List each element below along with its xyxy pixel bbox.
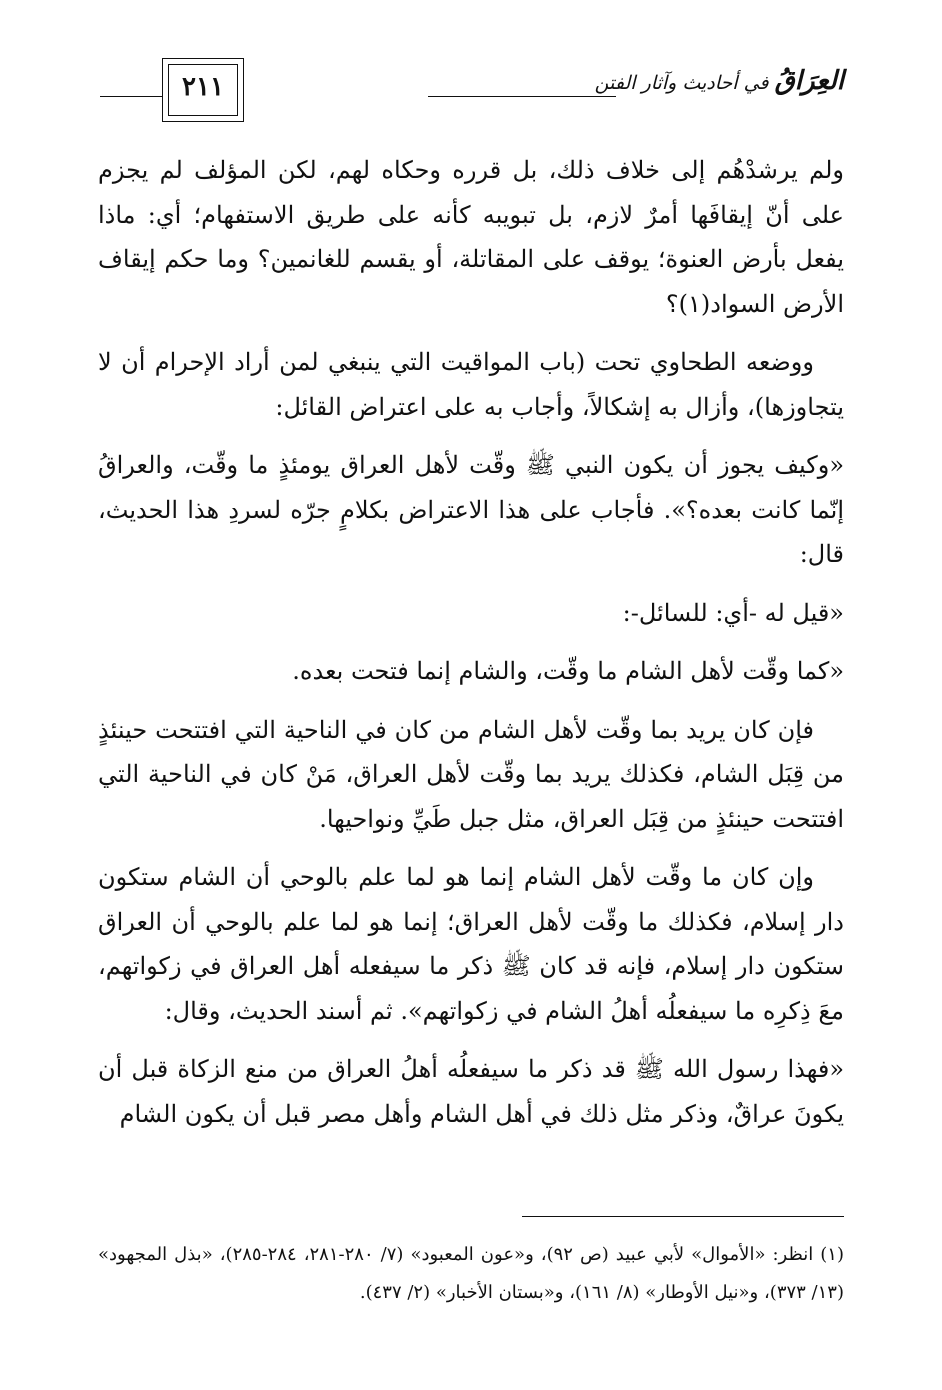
page-number: ٢١١ [182, 72, 224, 102]
main-text [98, 148, 844, 1150]
paragraph-2: ووضعه الطحاوي تحت (باب المواقيت التي ينبغي لمن أراد الإحرام أن لا يتجاوزها)، وأزال به إشكالاً، وأجاب به على اعتراض القائل: [98, 348, 844, 421]
paragraph-1: ولم يرشدْهُم إلى خلاف ذلك، بل قرره وحكاه لهم، لكن المؤلف لم يجزم على أنّ إيقافَها أمرٌ لازم، بل تبويبه كأنه على طريق الاستفهام؛ أي: ماذا يفعل بأرض العنوة؛ يوقف على المقاتلة، أو يقسم للغانمين؟ وما حكم إيقاف الأرض السواد(١)؟ [98, 156, 844, 318]
paragraph-5: «كما وقّت لأهل الشام ما وقّت، والشام إنما فتحت بعده. [292, 657, 844, 685]
paragraph-6: فإن كان يريد بما وقّت لأهل الشام من كان في الناحية التي افتتحت حينئذٍ من قِبَل الشام، فكذلك يريد بما وقّت لأهل العراق، مَنْ كان في الناحية التي افتتحت حينئذٍ من قِبَل العراق، مثل جبل طَيِّ ونواحيها. [98, 715, 844, 833]
page-number-box [162, 58, 246, 124]
paragraph-3: «وكيف يجوز أن يكون النبي ﷺ وقّت لأهل العراق يومئذٍ ما وقّت، والعراقُ إنّما كانت بعده؟». فأجاب على هذا الاعتراض بكلامٍ جرّه لسردِ هذا الحديث، قال: [98, 451, 844, 568]
footnote: (١) انظر: «الأموال» لأبي عبيد (ص ٩٢)، و«عون المعبود» (٧/ ٢٨٠-٢٨١، ٢٨٤-٢٨٥)، «بذل المجهود» (١٣/ ٣٧٣)، و«نيل الأوطار» (٨/ ١٦١)، و«بستان الأخبار» (٢/ ٤٣٧). [98, 1244, 844, 1303]
header-rule-right [428, 96, 616, 97]
running-title [594, 66, 844, 96]
running-title-main: العِرَاقُ [774, 66, 844, 96]
paragraph-7: وإن كان ما وقّت لأهل الشام إنما هو لما علم بالوحي أن الشام ستكون دار إسلام، فكذلك ما وقّت لأهل العراق؛ إنما هو لما علم بالوحي أن العراق ستكون دار إسلام، فإنه قد كان ﷺ ذكر ما سيفعله أهل العراق في زكواتهم، معَ ذِكرِه ما سيفعلُه أهلُ الشام في زكواتهم». ثم أسند الحديث، وقال: [98, 863, 844, 1025]
page-header [100, 58, 844, 126]
running-title-rest: في أحاديث وآثار الفتن [594, 72, 775, 94]
header-rule-left [100, 96, 162, 97]
footnote-separator [522, 1216, 844, 1217]
paragraph-4: «قيل له -أي: للسائل-: [622, 598, 844, 627]
paragraph-8: «فهذا رسول الله ﷺ قد ذكر ما سيفعلُه أهلُ العراق من منع الزكاة قبل أن يكونَ عراقٌ، وذكر مثل ذلك في أهل الشام وأهل مصر قبل أن يكون الشام [98, 1055, 845, 1128]
